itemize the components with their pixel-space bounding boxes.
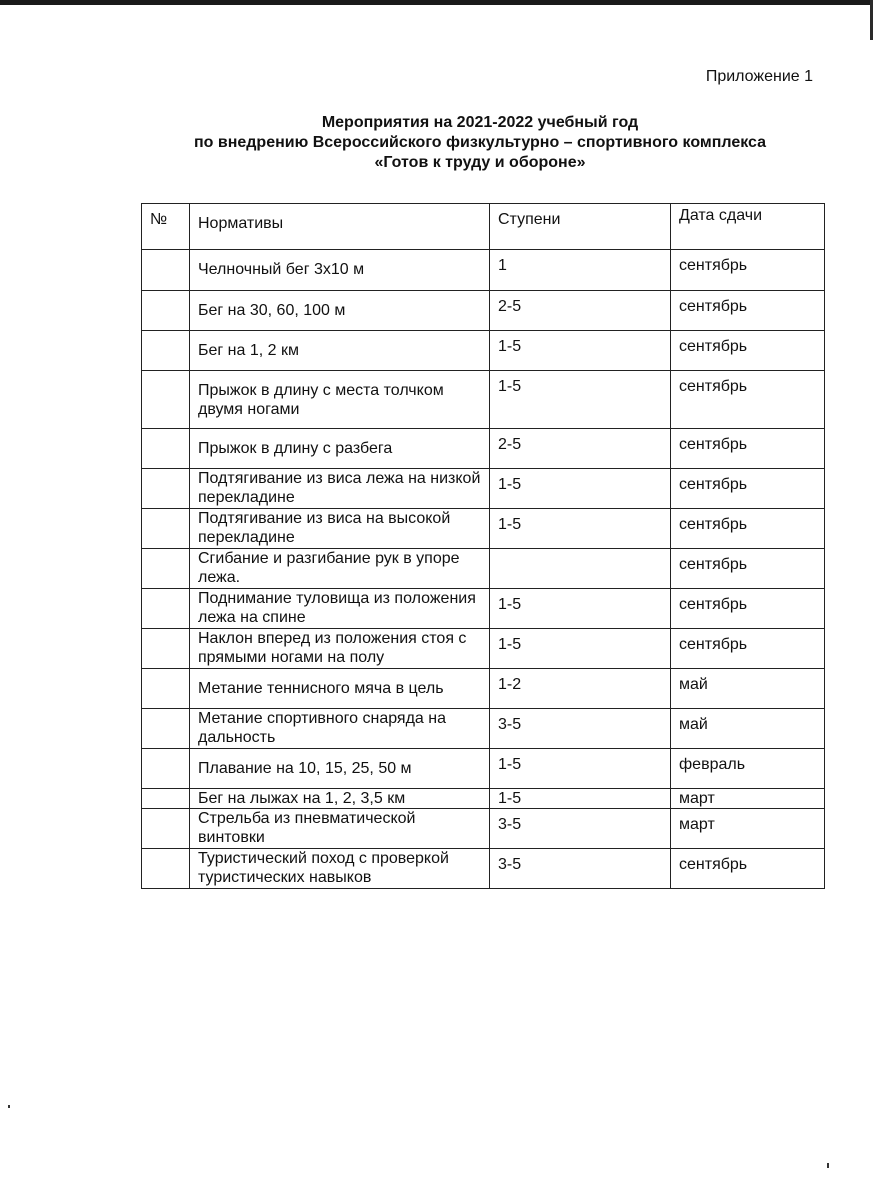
date-cell: сентябрь [671,549,825,589]
standard-name-cell: Подтягивание из виса на высокой перекладине [190,509,490,549]
table-row [142,371,825,429]
scan-speck [827,1163,829,1168]
scan-speck [8,1105,10,1108]
standard-name-cell: Сгибание и разгибание рук в упоре лежа. [190,549,490,589]
standards-table-wrap [141,203,825,889]
date-cell: сентябрь [671,429,825,469]
table-row [142,709,825,749]
title-line-1: Мероприятия на 2021-2022 учебный год [321,114,639,131]
standard-name-cell: Метание теннисного мяча в цель [190,669,490,709]
row-number-cell [142,291,190,331]
table-row [142,669,825,709]
row-number-cell [142,849,190,889]
level-cell: 1 [490,250,671,291]
level-cell: 3-5 [490,849,671,889]
standard-name-cell: Наклон вперед из положения стоя с прямыми ногами на полу [190,629,490,669]
row-number-cell [142,749,190,789]
date-cell: сентябрь [671,371,825,429]
level-cell: 1-5 [490,371,671,429]
date-cell: сентябрь [671,589,825,629]
standard-name-cell: Прыжок в длину с места толчком двумя ногами [190,371,490,429]
date-cell: февраль [671,749,825,789]
table-row [142,331,825,371]
title-line-3: «Готов к труду и обороне» [374,154,586,171]
standard-name-cell: Подтягивание из виса лежа на низкой перекладине [190,469,490,509]
table-row [142,849,825,889]
row-number-cell [142,709,190,749]
table-row [142,469,825,509]
header-cell-date: Дата сдачи [671,204,825,250]
row-number-cell [142,429,190,469]
standard-name-cell: Бег на лыжах на 1, 2, 3,5 км [190,789,490,809]
standard-name-cell: Туристический поход с проверкой туристических навыков [190,849,490,889]
level-cell: 3-5 [490,809,671,849]
row-number-cell [142,789,190,809]
level-cell: 2-5 [490,291,671,331]
row-number-cell [142,629,190,669]
table-row [142,789,825,809]
level-cell: 1-5 [490,469,671,509]
table-row [142,250,825,291]
date-cell: сентябрь [671,331,825,371]
table-row [142,429,825,469]
table-row [142,509,825,549]
date-cell: май [671,669,825,709]
row-number-cell [142,371,190,429]
level-cell: 1-5 [490,589,671,629]
row-number-cell [142,331,190,371]
level-cell [490,549,671,589]
level-cell: 2-5 [490,429,671,469]
level-cell: 1-5 [490,789,671,809]
standard-name-cell: Поднимание туловища из положения лежа на спине [190,589,490,629]
table-header-row [142,204,825,250]
title-line-2: по внедрению Всероссийского физкультурно – спортивного комплекса [193,134,767,151]
table-row [142,809,825,849]
row-number-cell [142,549,190,589]
table-row [142,749,825,789]
level-cell: 1-2 [490,669,671,709]
standard-name-cell: Бег на 30, 60, 100 м [190,291,490,331]
standard-name-cell: Прыжок в длину с разбега [190,429,490,469]
scan-top-edge [0,0,873,5]
date-cell: сентябрь [671,629,825,669]
date-cell: сентябрь [671,849,825,889]
level-cell: 1-5 [490,629,671,669]
level-cell: 1-5 [490,509,671,549]
row-number-cell [142,809,190,849]
header-cell-number: № [142,204,190,250]
date-cell: сентябрь [671,469,825,509]
row-number-cell [142,509,190,549]
standard-name-cell: Челночный бег 3х10 м [190,250,490,291]
row-number-cell [142,589,190,629]
level-cell: 1-5 [490,749,671,789]
date-cell: март [671,809,825,849]
date-cell: сентябрь [671,250,825,291]
standard-name-cell: Бег на 1, 2 км [190,331,490,371]
level-cell: 3-5 [490,709,671,749]
level-cell: 1-5 [490,331,671,371]
standards-table [141,203,825,889]
table-row [142,291,825,331]
standard-name-cell: Плавание на 10, 15, 25, 50 м [190,749,490,789]
table-row [142,629,825,669]
row-number-cell [142,250,190,291]
header-cell-standards: Нормативы [190,204,490,250]
date-cell: сентябрь [671,291,825,331]
row-number-cell [142,669,190,709]
standard-name-cell: Метание спортивного снаряда на дальность [190,709,490,749]
date-cell: сентябрь [671,509,825,549]
table-row [142,589,825,629]
document-title [0,113,873,173]
header-cell-levels: Ступени [490,204,671,250]
standard-name-cell: Стрельба из пневматической винтовки [190,809,490,849]
table-row [142,549,825,589]
row-number-cell [142,469,190,509]
date-cell: март [671,789,825,809]
appendix-label: Приложение 1 [705,68,813,85]
date-cell: май [671,709,825,749]
